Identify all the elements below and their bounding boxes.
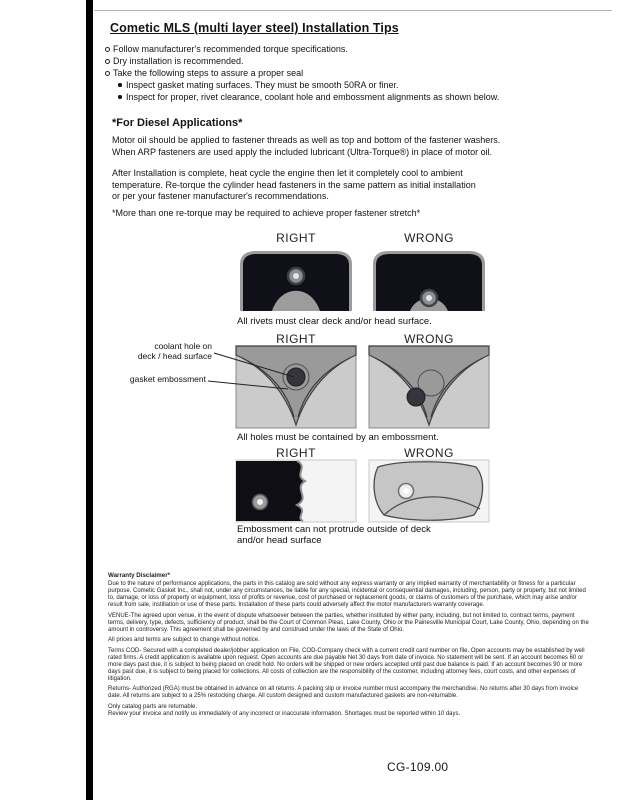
page-top-rule <box>94 10 612 11</box>
row1-caption: All rivets must clear deck and/or head surface. <box>237 316 432 327</box>
disclaimer-paragraph: Returns- Authorized (RGA) must be obtained in advance on all returns. A packing slip or invoice number must accompany the merchandise. No returns after 30 days from invoice date. All returns are subject to a 25% restocking charge. All custom designed and custom manufactured gaskets are non-returnable. <box>108 686 579 699</box>
embossment-containment-right-image <box>235 345 357 429</box>
disclaimer-paragraph: VENUE-The agreed upon venue, in the event of dispute whatsoever between the parties, whether instituted by either party, including, but not limited to, contract terms, payment terms, delivery, type, defects, sufficiency of product, shall be the Court of Common Pleas, Lake County, Ohio or the Painesville Municipal Court, Lake County, Ohio, depending on the amount in controversy. This agreement shall be governed by and construed under the laws of the State of Ohio. <box>108 612 589 633</box>
text-line: Embossment can not protrude outside of deck <box>237 524 431 535</box>
row2-caption: All holes must be contained by an embossment. <box>237 432 439 443</box>
page-title: Cometic MLS (multi layer steel) Installation Tips <box>110 21 399 35</box>
installation-tips-list <box>104 43 584 103</box>
row1-wrong-label: WRONG <box>404 231 454 245</box>
diesel-paragraph-heat-cycle <box>112 168 590 203</box>
warranty-disclaimer-title: Warranty Disclaimer* <box>108 572 171 579</box>
text-line: Motor oil should be applied to fastener threads as well as top and bottom of the fastener washers. <box>112 135 501 145</box>
disclaimer-paragraph: All prices and terms are subject to change without notice. <box>108 637 260 643</box>
text-line: coolant hole on <box>154 341 212 351</box>
disclaimer-paragraph: Due to the nature of performance applications, the parts in this catalog are sold without any express warranty or any implied warranty of merchantability or fitness for a particular purpose. Cometic Gasket Inc., shall not, under any circumstances, be liable for any special, incidental or consequential damages, including, person, party or property, but not limited to, damage, or loss of property or equipment, loss of profits or revenue, cost of purchased or replacement goods, or claims of customers of the purchase, which may arise and/or result from sale, instillation or use of these parts. Installation of these parts could adversely affect the motor manufacturers warranty coverage. <box>108 581 586 608</box>
text-line: and/or head surface <box>237 535 322 546</box>
warranty-disclaimer <box>108 572 592 722</box>
row1-right-label: RIGHT <box>276 231 316 245</box>
tip-subitem: Inspect for proper, rivet clearance, coolant hole and embossment alignments as shown below. <box>117 91 584 103</box>
row2-wrong-label: WRONG <box>404 332 454 346</box>
embossment-protrusion-right-image <box>235 459 357 523</box>
disclaimer-paragraph: Only catalog parts are returnable. <box>108 703 198 710</box>
tip-item: Follow manufacturer's recommended torque specifications. <box>104 43 584 55</box>
tip-item: Take the following steps to assure a proper seal <box>104 67 584 79</box>
diesel-applications-heading: *For Diesel Applications* <box>112 117 243 129</box>
text-line: When ARP fasteners are used apply the included lubricant (Ultra-Torque®) in place of motor oil. <box>112 146 493 157</box>
embossment-protrusion-wrong-image <box>368 459 490 523</box>
gasket-embossment-annotation: gasket embossment <box>129 374 206 384</box>
tip-item: Dry installation is recommended. <box>104 55 584 67</box>
text-line: temperature. Re-torque the cylinder head fasteners in the same pattern as initial installation <box>112 179 476 190</box>
row3-right-label: RIGHT <box>276 446 316 460</box>
disclaimer-paragraph: Terms COD- Secured with a completed dealer/jobber application on File, COD-Company check with a current credit card number on file. Open accounts may be established by well rated firms. A credit application is available upon request. Open accounts are due payable Net 30 days from date of invoice. No statement will be sent. If an account becomes 60 or more days past due, it is subject to being placed on credit hold. No orders will be shipped or new orders accepted until past due balance is paid. If an account becomes 90 or more days past due, it is subject to being placed for collections. All costs of collection are the responsibility of the customer, including attorney fees, court costs, and other expenses of litigation. <box>108 647 585 682</box>
rivet-clearance-right-image <box>235 247 357 311</box>
row3-caption <box>237 524 431 546</box>
text-line: After Installation is complete, heat cycle the engine then let it completely cool to ambient <box>112 168 463 178</box>
text-line: deck / head surface <box>137 351 212 361</box>
retorque-note: *More than one re-torque may be required to achieve proper fastener stretch* <box>112 208 421 218</box>
rivet-clearance-wrong-image <box>368 247 490 311</box>
disclaimer-paragraph: Review your invoice and notify us immediately of any incorrect or inaccurate information. Shortages must be reported within 10 days. <box>108 711 461 717</box>
diesel-paragraph-oil <box>112 135 590 158</box>
page-number-code: CG-109.00 <box>387 760 449 774</box>
embossment-containment-wrong-image <box>368 345 490 429</box>
row2-right-label: RIGHT <box>276 332 316 346</box>
row3-wrong-label: WRONG <box>404 446 454 460</box>
coolant-hole-annotation <box>134 341 212 361</box>
tip-subitem: Inspect gasket mating surfaces. They must be smooth 50RA or finer. <box>117 79 584 91</box>
page-spine-bar <box>86 0 93 800</box>
text-line: or per your fastener manufacturer's recommendations. <box>112 191 329 201</box>
